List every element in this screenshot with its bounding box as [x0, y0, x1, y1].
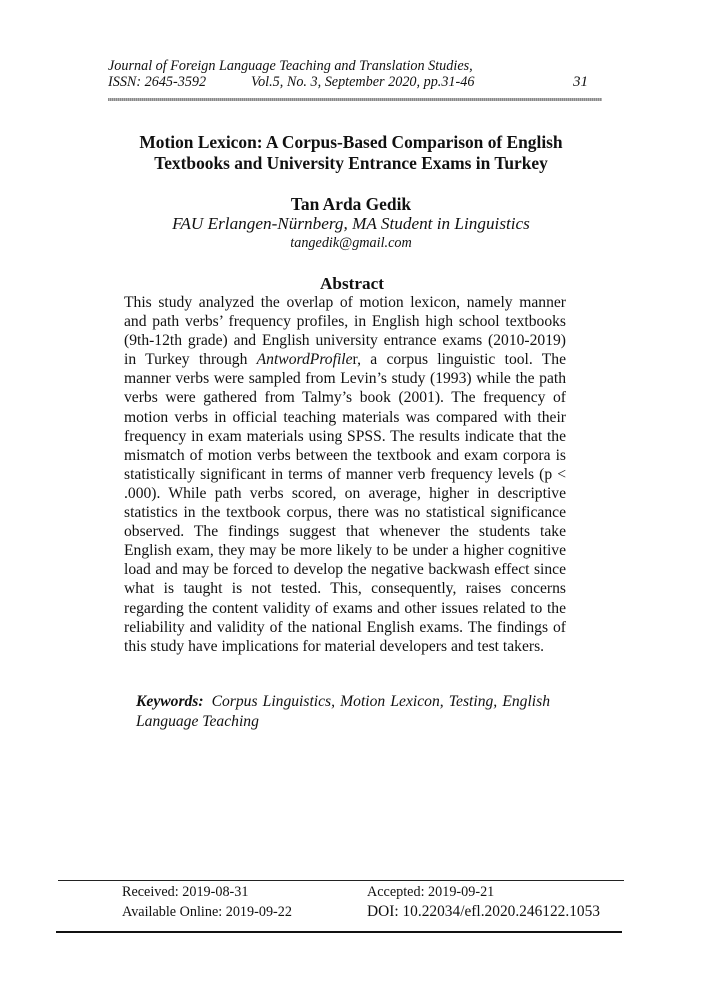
abstract-text-part: r, a corpus linguistic tool. The manner verbs were sampled from Levin’s study (1993) while the path verbs were gathered from Talmy’s book (2001). The frequency of motion verbs in official teaching materials was compared with their frequency in exam materials using SPSS. The results indicate that the mismatch of motion verbs between the textbook and exam corpora is statistically significant in terms of manner verb frequency levels (p < .000). While path verbs scored, on average, higher in descriptive statistics in the textbook corpus, there was no statistical significance observed. The findings suggest that whenever the students take English exam, they may be more likely to be under a higher cognitive load and may be forced to develop the negative backwash effect since what is taught is not tested. This, consequently, raises concerns regarding the content validity of exams and other issues related to the reliability and validity of the national English exams. The findings of this study have implications for material developers and test takers.: [124, 351, 566, 655]
journal-name: Journal of Foreign Language Teaching and Translation Studies,: [108, 58, 473, 74]
volume-info: Vol.5, No. 3, September 2020, pp.31-46: [251, 74, 475, 90]
article-dates-footer: [122, 882, 622, 922]
doi[interactable]: DOI: 10.22034/efl.2020.246122.1053: [367, 903, 600, 920]
keywords-list: Corpus Linguistics, Motion Lexicon, Testing, English Language Teaching: [136, 693, 550, 730]
author-name: Tan Arda Gedik: [290, 194, 412, 214]
keywords: [136, 692, 550, 731]
issn: ISSN: 2645-3592: [108, 74, 207, 90]
keywords-label: Keywords:: [136, 693, 204, 710]
header-divider: [108, 98, 602, 101]
abstract-heading: Abstract: [320, 274, 384, 293]
title-line: Textbooks and University Entrance Exams in Turkey: [154, 153, 548, 173]
tool-name: AntwordProfile: [256, 351, 353, 369]
author-email[interactable]: tangedik@gmail.com: [290, 235, 412, 251]
abstract-text-part: This study analyzed the overlap of motion lexicon, namely manner and path verbs’ frequency profiles, in English high school textbooks (9th-12th grade) and English university entrance exams (2010-2019) in Turkey through: [124, 294, 566, 369]
abstract-text: [124, 293, 566, 656]
running-header: [108, 58, 602, 90]
page-number: 31: [573, 74, 588, 90]
footer-divider-bottom: [56, 931, 622, 933]
footer-divider-top: [58, 880, 624, 881]
author-affiliation: FAU Erlangen-Nürnberg, MA Student in Linguistics: [172, 214, 530, 233]
article-title: [108, 132, 594, 174]
available-online-date: Available Online: 2019-09-22: [122, 904, 292, 920]
accepted-date: Accepted: 2019-09-21: [367, 884, 495, 900]
received-date: Received: 2019-08-31: [122, 884, 249, 900]
title-line: Motion Lexicon: A Corpus-Based Comparison of English: [139, 132, 563, 152]
